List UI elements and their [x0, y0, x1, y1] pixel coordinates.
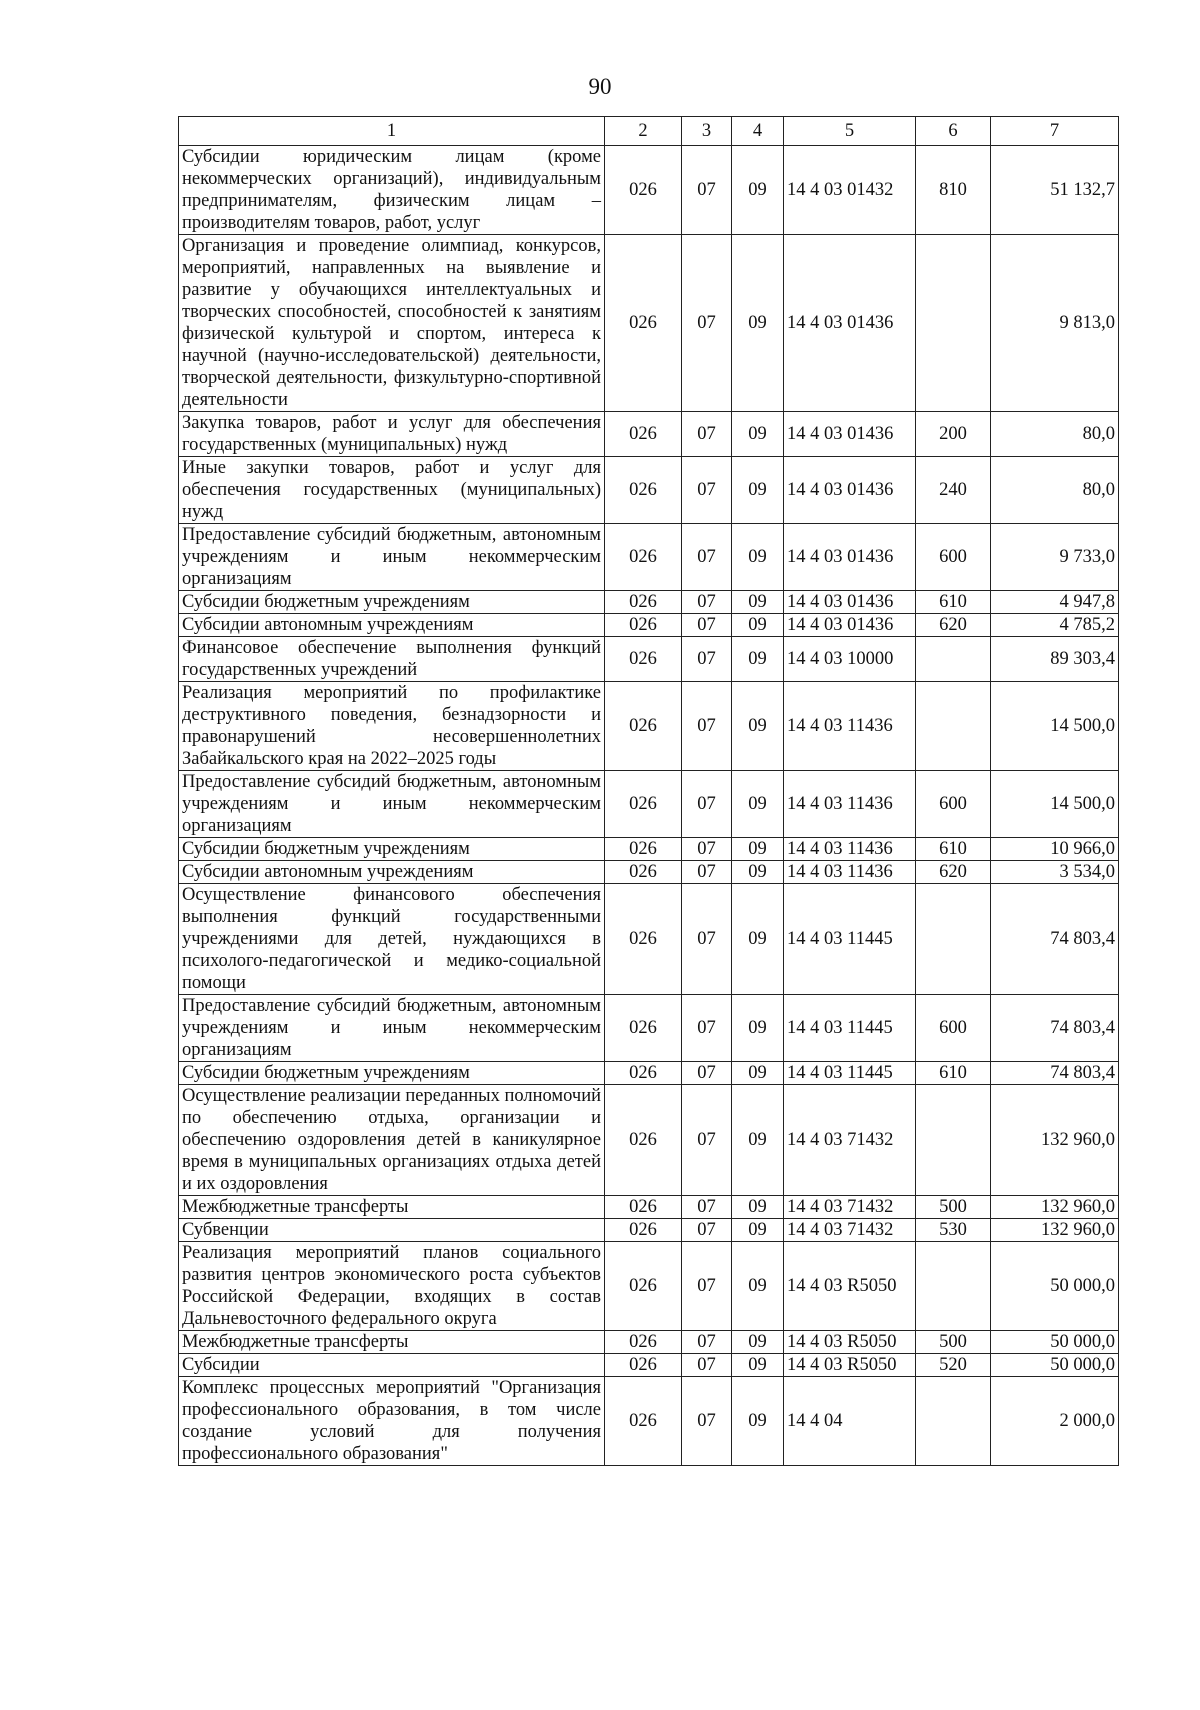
- amount-cell: 4 785,2: [991, 614, 1119, 637]
- row-name-cell: Субсидии автономным учреждениям: [179, 614, 605, 637]
- expense-type-cell: 610: [916, 838, 991, 861]
- target-item-cell: 14 4 03 01436: [784, 524, 916, 591]
- target-item-cell: 14 4 04: [784, 1377, 916, 1466]
- amount-cell: 14 500,0: [991, 771, 1119, 838]
- table-row: [179, 682, 1119, 771]
- subsection-code-cell: 09: [732, 457, 784, 524]
- target-item-cell: 14 4 03 01436: [784, 412, 916, 457]
- row-name-cell: Субсидии: [179, 1354, 605, 1377]
- subsection-code-cell: 09: [732, 1196, 784, 1219]
- table-row: [179, 838, 1119, 861]
- admin-code-cell: 026: [605, 146, 682, 235]
- subsection-code-cell: 09: [732, 146, 784, 235]
- expense-type-cell: 600: [916, 524, 991, 591]
- row-name-cell: Реализация мероприятий по профилактике деструктивного поведения, безнадзорности и правонарушений несовершеннолетних Забайкальского края на 2022–2025 годы: [179, 682, 605, 771]
- subsection-code-cell: 09: [732, 1062, 784, 1085]
- section-code-cell: 07: [682, 838, 732, 861]
- row-name-cell: Осуществление финансового обеспечения выполнения функций государственными учреждениями для детей, нуждающихся в психолого-педагогической и медико-социальной помощи: [179, 884, 605, 995]
- budget-table: [178, 116, 1119, 1466]
- subsection-code-cell: 09: [732, 1085, 784, 1196]
- section-code-cell: 07: [682, 1354, 732, 1377]
- column-header: 7: [991, 117, 1119, 146]
- column-header: 1: [179, 117, 605, 146]
- amount-cell: 4 947,8: [991, 591, 1119, 614]
- expense-type-cell: [916, 1377, 991, 1466]
- table-body: [179, 146, 1119, 1466]
- expense-type-cell: 600: [916, 771, 991, 838]
- admin-code-cell: 026: [605, 682, 682, 771]
- section-code-cell: 07: [682, 637, 732, 682]
- column-header: 6: [916, 117, 991, 146]
- row-name-cell: Субсидии бюджетным учреждениям: [179, 838, 605, 861]
- subsection-code-cell: 09: [732, 861, 784, 884]
- row-name-cell: Межбюджетные трансферты: [179, 1196, 605, 1219]
- amount-cell: 50 000,0: [991, 1331, 1119, 1354]
- target-item-cell: 14 4 03 11436: [784, 682, 916, 771]
- expense-type-cell: 200: [916, 412, 991, 457]
- amount-cell: 132 960,0: [991, 1196, 1119, 1219]
- subsection-code-cell: 09: [732, 1331, 784, 1354]
- target-item-cell: 14 4 03 01436: [784, 235, 916, 412]
- section-code-cell: 07: [682, 235, 732, 412]
- section-code-cell: 07: [682, 1085, 732, 1196]
- target-item-cell: 14 4 03 11436: [784, 861, 916, 884]
- target-item-cell: 14 4 03 01436: [784, 457, 916, 524]
- admin-code-cell: 026: [605, 1354, 682, 1377]
- table-row: [179, 524, 1119, 591]
- row-name-cell: Реализация мероприятий планов социального развития центров экономического роста субъектов Российской Федерации, входящих в состав Дальневосточного федерального округа: [179, 1242, 605, 1331]
- target-item-cell: 14 4 03 11436: [784, 838, 916, 861]
- expense-type-cell: 240: [916, 457, 991, 524]
- amount-cell: 14 500,0: [991, 682, 1119, 771]
- row-name-cell: Финансовое обеспечение выполнения функций государственных учреждений: [179, 637, 605, 682]
- subsection-code-cell: 09: [732, 637, 784, 682]
- section-code-cell: 07: [682, 1242, 732, 1331]
- table-row: [179, 1377, 1119, 1466]
- row-name-cell: Субсидии автономным учреждениям: [179, 861, 605, 884]
- expense-type-cell: 500: [916, 1196, 991, 1219]
- target-item-cell: 14 4 03 11436: [784, 771, 916, 838]
- target-item-cell: 14 4 03 11445: [784, 995, 916, 1062]
- section-code-cell: 07: [682, 1219, 732, 1242]
- column-header: 3: [682, 117, 732, 146]
- table-row: [179, 146, 1119, 235]
- expense-type-cell: 610: [916, 1062, 991, 1085]
- target-item-cell: 14 4 03 R5050: [784, 1354, 916, 1377]
- column-header: 5: [784, 117, 916, 146]
- admin-code-cell: 026: [605, 838, 682, 861]
- admin-code-cell: 026: [605, 1331, 682, 1354]
- expense-type-cell: 530: [916, 1219, 991, 1242]
- table-row: [179, 614, 1119, 637]
- section-code-cell: 07: [682, 884, 732, 995]
- expense-type-cell: [916, 682, 991, 771]
- section-code-cell: 07: [682, 146, 732, 235]
- expense-type-cell: [916, 1085, 991, 1196]
- subsection-code-cell: 09: [732, 682, 784, 771]
- section-code-cell: 07: [682, 771, 732, 838]
- subsection-code-cell: 09: [732, 884, 784, 995]
- table-row: [179, 1242, 1119, 1331]
- section-code-cell: 07: [682, 412, 732, 457]
- table-row: [179, 637, 1119, 682]
- expense-type-cell: 500: [916, 1331, 991, 1354]
- subsection-code-cell: 09: [732, 838, 784, 861]
- amount-cell: 80,0: [991, 412, 1119, 457]
- amount-cell: 74 803,4: [991, 884, 1119, 995]
- row-name-cell: Организация и проведение олимпиад, конкурсов, мероприятий, направленных на выявление и развитие у обучающихся интеллектуальных и творческих способностей, способностей к занятиям физической культурой и спортом, интереса к научной (научно-исследовательской) деятельности, творческой деятельности, физкультурно-спортивной деятельности: [179, 235, 605, 412]
- admin-code-cell: 026: [605, 457, 682, 524]
- table-row: [179, 412, 1119, 457]
- amount-cell: 9 733,0: [991, 524, 1119, 591]
- target-item-cell: 14 4 03 71432: [784, 1085, 916, 1196]
- target-item-cell: 14 4 03 01436: [784, 614, 916, 637]
- subsection-code-cell: 09: [732, 235, 784, 412]
- expense-type-cell: 810: [916, 146, 991, 235]
- amount-cell: 74 803,4: [991, 1062, 1119, 1085]
- subsection-code-cell: 09: [732, 1219, 784, 1242]
- subsection-code-cell: 09: [732, 995, 784, 1062]
- subsection-code-cell: 09: [732, 614, 784, 637]
- row-name-cell: Субвенции: [179, 1219, 605, 1242]
- subsection-code-cell: 09: [732, 524, 784, 591]
- amount-cell: 50 000,0: [991, 1242, 1119, 1331]
- row-name-cell: Субсидии бюджетным учреждениям: [179, 591, 605, 614]
- amount-cell: 10 966,0: [991, 838, 1119, 861]
- target-item-cell: 14 4 03 10000: [784, 637, 916, 682]
- admin-code-cell: 026: [605, 771, 682, 838]
- table-row: [179, 1219, 1119, 1242]
- amount-cell: 3 534,0: [991, 861, 1119, 884]
- amount-cell: 89 303,4: [991, 637, 1119, 682]
- admin-code-cell: 026: [605, 995, 682, 1062]
- table-row: [179, 884, 1119, 995]
- row-name-cell: Межбюджетные трансферты: [179, 1331, 605, 1354]
- amount-cell: 51 132,7: [991, 146, 1119, 235]
- target-item-cell: 14 4 03 01436: [784, 591, 916, 614]
- section-code-cell: 07: [682, 1377, 732, 1466]
- table-row: [179, 1331, 1119, 1354]
- target-item-cell: 14 4 03 R5050: [784, 1331, 916, 1354]
- row-name-cell: Осуществление реализации переданных полномочий по обеспечению отдыха, организации и обеспечению оздоровления детей в каникулярное время в муниципальных организациях отдыха детей и их оздоровления: [179, 1085, 605, 1196]
- admin-code-cell: 026: [605, 1377, 682, 1466]
- expense-type-cell: 610: [916, 591, 991, 614]
- amount-cell: 132 960,0: [991, 1219, 1119, 1242]
- table-row: [179, 1354, 1119, 1377]
- expense-type-cell: 620: [916, 861, 991, 884]
- admin-code-cell: 026: [605, 412, 682, 457]
- amount-cell: 2 000,0: [991, 1377, 1119, 1466]
- target-item-cell: 14 4 03 01432: [784, 146, 916, 235]
- amount-cell: 132 960,0: [991, 1085, 1119, 1196]
- admin-code-cell: 026: [605, 235, 682, 412]
- subsection-code-cell: 09: [732, 1242, 784, 1331]
- admin-code-cell: 026: [605, 884, 682, 995]
- subsection-code-cell: 09: [732, 1377, 784, 1466]
- column-header: 4: [732, 117, 784, 146]
- admin-code-cell: 026: [605, 524, 682, 591]
- table-row: [179, 1196, 1119, 1219]
- table-row: [179, 1062, 1119, 1085]
- admin-code-cell: 026: [605, 1219, 682, 1242]
- expense-type-cell: [916, 637, 991, 682]
- expense-type-cell: [916, 884, 991, 995]
- table-row: [179, 861, 1119, 884]
- row-name-cell: Иные закупки товаров, работ и услуг для обеспечения государственных (муниципальных) нужд: [179, 457, 605, 524]
- row-name-cell: Предоставление субсидий бюджетным, автономным учреждениям и иным некоммерческим организациям: [179, 524, 605, 591]
- subsection-code-cell: 09: [732, 412, 784, 457]
- subsection-code-cell: 09: [732, 771, 784, 838]
- admin-code-cell: 026: [605, 591, 682, 614]
- table-row: [179, 235, 1119, 412]
- section-code-cell: 07: [682, 1196, 732, 1219]
- section-code-cell: 07: [682, 614, 732, 637]
- admin-code-cell: 026: [605, 1085, 682, 1196]
- section-code-cell: 07: [682, 457, 732, 524]
- section-code-cell: 07: [682, 995, 732, 1062]
- section-code-cell: 07: [682, 1062, 732, 1085]
- row-name-cell: Закупка товаров, работ и услуг для обеспечения государственных (муниципальных) нужд: [179, 412, 605, 457]
- admin-code-cell: 026: [605, 637, 682, 682]
- header-row: [179, 117, 1119, 146]
- subsection-code-cell: 09: [732, 1354, 784, 1377]
- amount-cell: 50 000,0: [991, 1354, 1119, 1377]
- section-code-cell: 07: [682, 524, 732, 591]
- table-row: [179, 457, 1119, 524]
- admin-code-cell: 026: [605, 861, 682, 884]
- table-row: [179, 1085, 1119, 1196]
- admin-code-cell: 026: [605, 1062, 682, 1085]
- expense-type-cell: [916, 1242, 991, 1331]
- row-name-cell: Субсидии юридическим лицам (кроме некоммерческих организаций), индивидуальным предпринимателям, физическим лицам – производителям товаров, работ, услуг: [179, 146, 605, 235]
- expense-type-cell: 520: [916, 1354, 991, 1377]
- row-name-cell: Комплекс процессных мероприятий "Организация профессионального образования, в том числе создание условий для получения профессионального образования": [179, 1377, 605, 1466]
- table-row: [179, 995, 1119, 1062]
- row-name-cell: Субсидии бюджетным учреждениям: [179, 1062, 605, 1085]
- expense-type-cell: 620: [916, 614, 991, 637]
- page-number: 90: [588, 74, 612, 99]
- section-code-cell: 07: [682, 682, 732, 771]
- target-item-cell: 14 4 03 11445: [784, 1062, 916, 1085]
- target-item-cell: 14 4 03 11445: [784, 884, 916, 995]
- section-code-cell: 07: [682, 1331, 732, 1354]
- row-name-cell: Предоставление субсидий бюджетным, автономным учреждениям и иным некоммерческим организациям: [179, 771, 605, 838]
- admin-code-cell: 026: [605, 1196, 682, 1219]
- admin-code-cell: 026: [605, 614, 682, 637]
- admin-code-cell: 026: [605, 1242, 682, 1331]
- table-row: [179, 771, 1119, 838]
- section-code-cell: 07: [682, 861, 732, 884]
- target-item-cell: 14 4 03 71432: [784, 1196, 916, 1219]
- expense-type-cell: 600: [916, 995, 991, 1062]
- row-name-cell: Предоставление субсидий бюджетным, автономным учреждениям и иным некоммерческим организациям: [179, 995, 605, 1062]
- section-code-cell: 07: [682, 591, 732, 614]
- amount-cell: 9 813,0: [991, 235, 1119, 412]
- target-item-cell: 14 4 03 71432: [784, 1219, 916, 1242]
- target-item-cell: 14 4 03 R5050: [784, 1242, 916, 1331]
- expense-type-cell: [916, 235, 991, 412]
- subsection-code-cell: 09: [732, 591, 784, 614]
- table-row: [179, 591, 1119, 614]
- amount-cell: 80,0: [991, 457, 1119, 524]
- column-header: 2: [605, 117, 682, 146]
- amount-cell: 74 803,4: [991, 995, 1119, 1062]
